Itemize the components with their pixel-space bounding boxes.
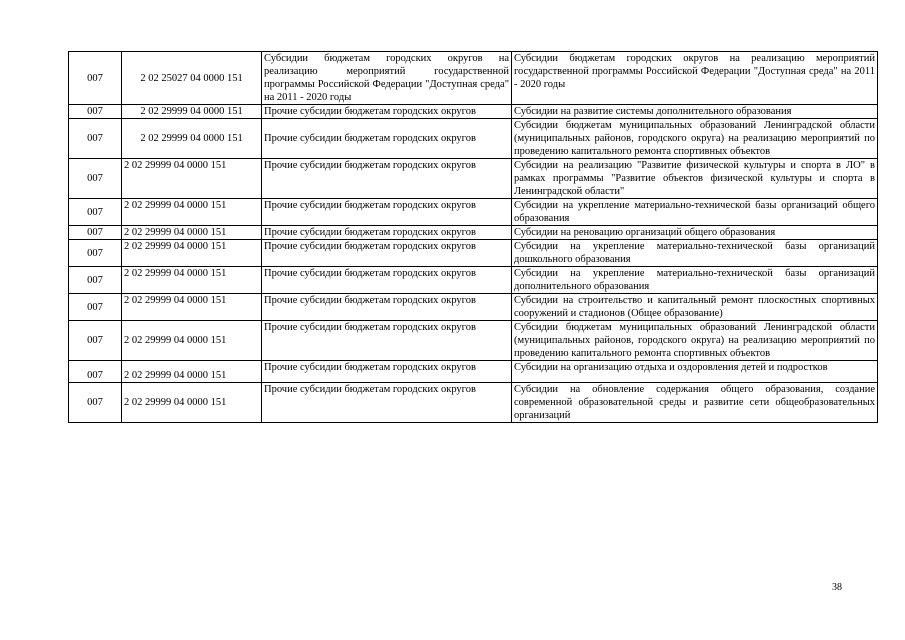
page-number: 38 (832, 582, 842, 593)
table-row (69, 119, 878, 159)
table-row (69, 383, 878, 423)
kbk-cell: 2 02 29999 04 0000 151 (122, 119, 262, 159)
income-name-cell: Прочие субсидии бюджетам городских округов (262, 105, 512, 119)
table-row (69, 199, 878, 226)
admin-code-cell: 007 (69, 199, 122, 226)
admin-code-cell: 007 (69, 321, 122, 361)
purpose-cell: Субсидии бюджетам муниципальных образований Ленинградской области (муниципальных районов, городского округа) на реализацию мероприятий по проведению капитального ремонта спортивных объектов (512, 321, 878, 361)
table-row (69, 240, 878, 267)
table-row (69, 294, 878, 321)
kbk-cell: 2 02 29999 04 0000 151 (122, 105, 262, 119)
purpose-cell: Субсидии на строительство и капитальный ремонт плоскостных спортивных сооружений и стадионов (Общее образование) (512, 294, 878, 321)
admin-code-cell: 007 (69, 294, 122, 321)
kbk-cell: 2 02 25027 04 0000 151 (122, 52, 262, 105)
purpose-cell: Субсидии на укрепление материально-технической базы организаций дополнительного образования (512, 267, 878, 294)
kbk-cell: 2 02 29999 04 0000 151 (122, 361, 262, 383)
table-row (69, 159, 878, 199)
kbk-cell: 2 02 29999 04 0000 151 (122, 159, 262, 199)
income-name-cell: Прочие субсидии бюджетам городских округов (262, 119, 512, 159)
admin-code-cell: 007 (69, 52, 122, 105)
income-name-cell: Прочие субсидии бюджетам городских округов (262, 199, 512, 226)
table-row (69, 267, 878, 294)
kbk-cell: 2 02 29999 04 0000 151 (122, 383, 262, 423)
admin-code-cell: 007 (69, 383, 122, 423)
admin-code-cell: 007 (69, 240, 122, 267)
admin-code-cell: 007 (69, 267, 122, 294)
kbk-cell: 2 02 29999 04 0000 151 (122, 199, 262, 226)
purpose-cell: Субсидии на реновацию организаций общего образования (512, 226, 878, 240)
subsidy-table (68, 51, 878, 423)
table-row (69, 321, 878, 361)
table-row (69, 361, 878, 383)
purpose-cell: Субсидии на развитие системы дополнительного образования (512, 105, 878, 119)
admin-code-cell: 007 (69, 105, 122, 119)
table-row (69, 105, 878, 119)
admin-code-cell: 007 (69, 361, 122, 383)
income-name-cell: Прочие субсидии бюджетам городских округов (262, 240, 512, 267)
income-name-cell: Прочие субсидии бюджетам городских округов (262, 267, 512, 294)
purpose-cell: Субсидии на укрепление материально-технической базы организаций общего образования (512, 199, 878, 226)
income-name-cell: Прочие субсидии бюджетам городских округов (262, 321, 512, 361)
purpose-cell: Субсидии на обновление содержания общего образования, создание современной образовательной среды и развитие сети общеобразовательных организаций (512, 383, 878, 423)
purpose-cell: Субсидии на укрепление материально-технической базы организаций дошкольного образования (512, 240, 878, 267)
income-name-cell: Прочие субсидии бюджетам городских округов (262, 361, 512, 383)
admin-code-cell: 007 (69, 226, 122, 240)
kbk-cell: 2 02 29999 04 0000 151 (122, 226, 262, 240)
purpose-cell: Субсидии бюджетам городских округов на реализацию мероприятий государственной программы Российской Федерации "Доступная среда" на 2011 - 2020 годы (512, 52, 878, 105)
income-name-cell: Прочие субсидии бюджетам городских округов (262, 226, 512, 240)
income-name-cell: Субсидии бюджетам городских округов на реализацию мероприятий государственной программы Российской Федерации "Доступная среда" на 2011 - 2020 годы (262, 52, 512, 105)
purpose-cell: Субсидии бюджетам муниципальных образований Ленинградской области (муниципальных районов, городского округа) на реализацию мероприятий по проведению капитального ремонта спортивных объектов (512, 119, 878, 159)
kbk-cell: 2 02 29999 04 0000 151 (122, 321, 262, 361)
income-name-cell: Прочие субсидии бюджетам городских округов (262, 294, 512, 321)
purpose-cell: Субсидии на организацию отдыха и оздоровления детей и подростков (512, 361, 878, 383)
income-name-cell: Прочие субсидии бюджетам городских округов (262, 383, 512, 423)
purpose-cell: Субсидии на реализацию "Развитие физической культуры и спорта в ЛО" в рамках программы "Развитие объектов физической культуры и спорта в Ленинградской области" (512, 159, 878, 199)
table-row (69, 226, 878, 240)
kbk-cell: 2 02 29999 04 0000 151 (122, 240, 262, 267)
admin-code-cell: 007 (69, 119, 122, 159)
income-name-cell: Прочие субсидии бюджетам городских округов (262, 159, 512, 199)
kbk-cell: 2 02 29999 04 0000 151 (122, 267, 262, 294)
table-row (69, 52, 878, 105)
admin-code-cell: 007 (69, 159, 122, 199)
kbk-cell: 2 02 29999 04 0000 151 (122, 294, 262, 321)
